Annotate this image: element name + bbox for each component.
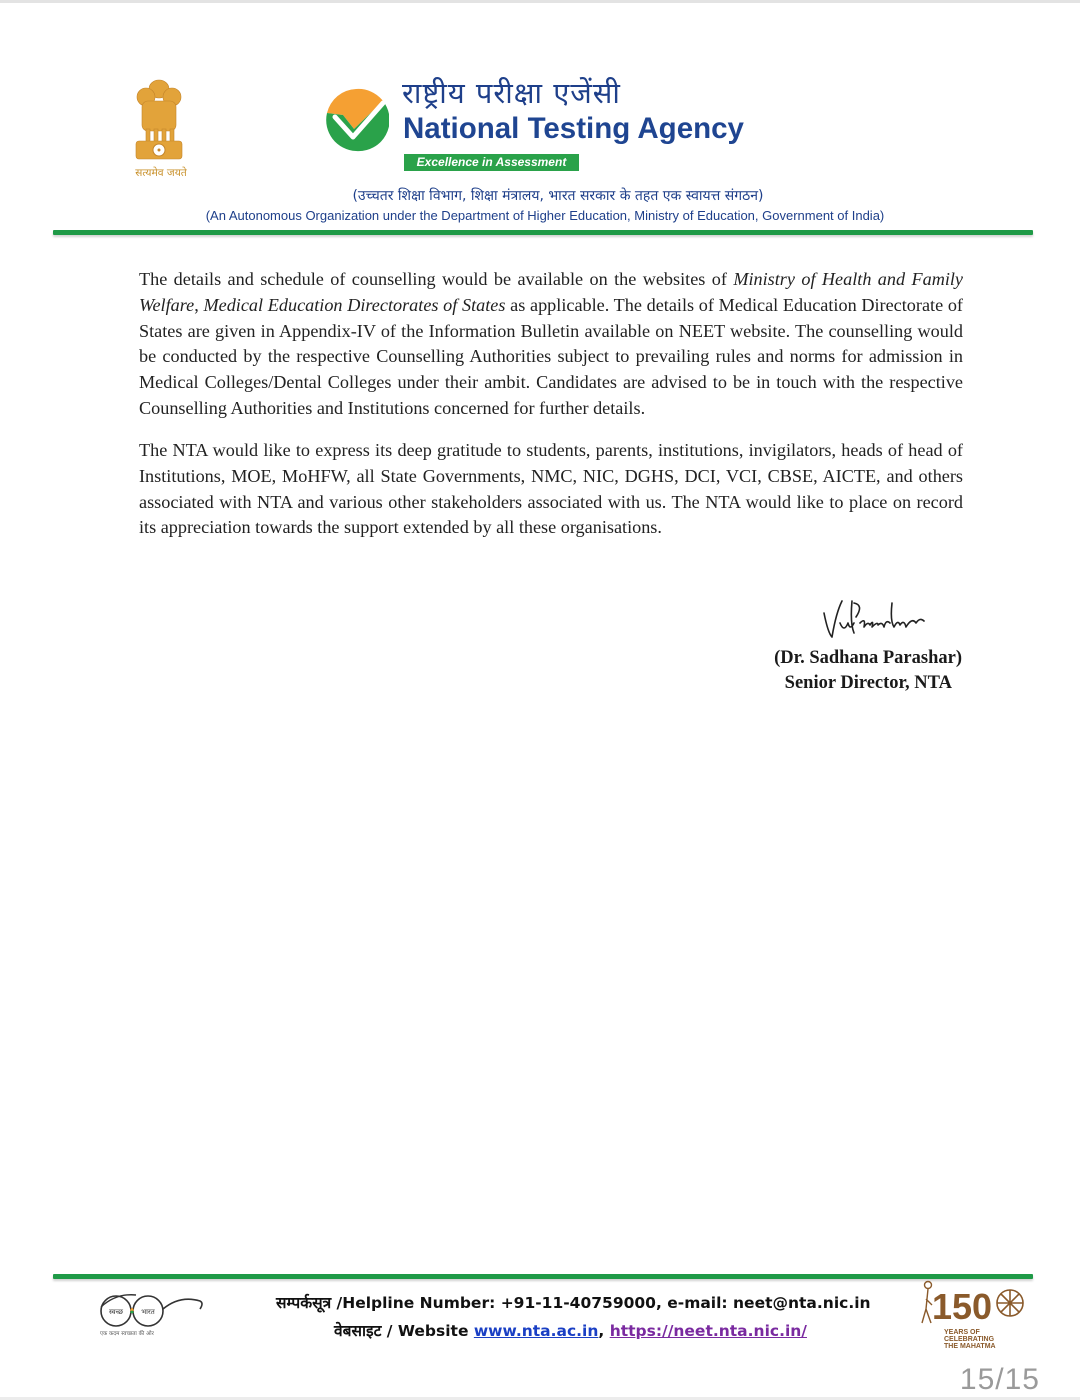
swachh-bharat-glasses-icon xyxy=(96,1291,206,1339)
svg-text:YEARS OF: YEARS OF xyxy=(944,1329,980,1336)
signature-image xyxy=(820,593,930,641)
footer-divider xyxy=(53,1274,1033,1279)
subtitle-english: (An Autonomous Organization under the Department of Higher Education, Ministry of Education, Government of India) xyxy=(205,208,885,223)
svg-text:150: 150 xyxy=(932,1286,993,1327)
emblem-motto: सत्यमेव जयते xyxy=(135,167,187,179)
gandhi-150-years-logo-icon xyxy=(918,1279,1028,1351)
page-counter: 15/15 xyxy=(959,1363,1040,1396)
subtitle-hindi: (उच्चतर शिक्षा विभाग, शिक्षा मंत्रालय, भारत सरकार के तहत एक स्वायत्त संगठन) xyxy=(352,188,764,204)
helpline-text: सम्पर्कसूत्र /Helpline Number: +91-11-40759000, e-mail: neet@nta.nic.in xyxy=(276,1294,871,1312)
paragraph-counselling xyxy=(139,267,963,422)
text-segment: as applicable. The details of Medical Education Directorate of States are given in Appendix-IV of the Information Bulletin available on NEET website. The counselling would be conducted by the respective Counselling Authorities subject to prevailing rules and norms for admission in Medical Colleges/Dental Colleges under their ambit. Candidates are advised to be in touch with the respective Counselling Authorities and Institutions concerned for further details. xyxy=(139,294,963,418)
text-segment: , xyxy=(194,294,204,315)
separator: , xyxy=(598,1322,610,1340)
svg-text:CELEBRATING: CELEBRATING xyxy=(944,1336,995,1343)
neet-website-link[interactable]: https://neet.nta.nic.in/ xyxy=(609,1322,807,1340)
tagline-badge: Excellence in Assessment xyxy=(404,154,579,171)
paragraph-gratitude: The NTA would like to express its deep gratitude to students, parents, institutions, invigilators, heads of head of Institutions, MOE, MoHFW, all State Governments, NMC, NIC, DGHS, DCI, VCI, CBSE, AICTE, and others associated with NTA and various other stakeholders associated with us. The NTA would like to place on record its appreciation towards the support extended by all these organisations. xyxy=(139,440,963,538)
header-divider xyxy=(53,230,1033,235)
nta-website-link[interactable]: www.nta.ac.in xyxy=(473,1322,599,1340)
signer-name: (Dr. Sadhana Parashar) xyxy=(774,648,962,668)
document-page xyxy=(0,3,1080,1397)
italic-directorates: Medical Education Directorates of States xyxy=(203,294,506,315)
text-segment: The details and schedule of counselling would be available on the websites of xyxy=(139,269,734,289)
org-name-english: National Testing Agency xyxy=(403,112,744,145)
signer-designation: Senior Director, NTA xyxy=(784,673,952,693)
svg-text:एक कदम स्वच्छता की ओर: एक कदम स्वच्छता की ओर xyxy=(100,1331,154,1337)
nta-checkmark-logo-icon xyxy=(323,87,389,153)
website-line xyxy=(334,1319,807,1341)
org-name-hindi: राष्ट्रीय परीक्षा एजेंसी xyxy=(402,76,621,110)
svg-text:स्वच्छ: स्वच्छ xyxy=(108,1308,124,1316)
italic-ministry: Ministry of Health and Family Welfare xyxy=(139,269,964,315)
svg-text:THE MAHATMA: THE MAHATMA xyxy=(944,1343,996,1350)
website-label: वेबसाइट / Website xyxy=(334,1322,474,1340)
svg-text:भारत: भारत xyxy=(141,1308,155,1316)
